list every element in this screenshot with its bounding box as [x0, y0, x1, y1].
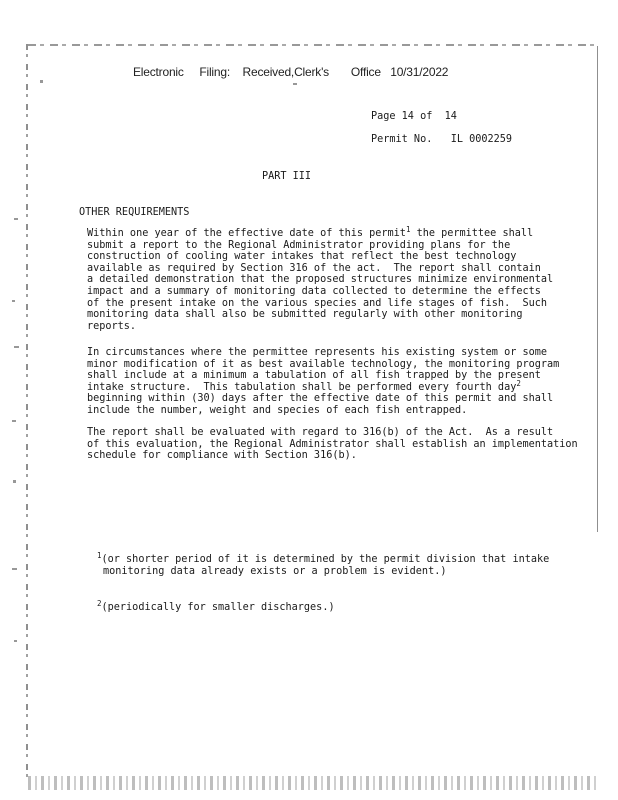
text-line: available as required by Section 316 of the act. The report shall contain [87, 262, 541, 274]
footnote-mark-1: 1 [97, 551, 102, 560]
text-line [87, 225, 577, 240]
scan-noise [14, 346, 19, 348]
footnote-2 [97, 599, 335, 614]
text-line: monitoring data already exists or a problem is evident.) [103, 566, 447, 577]
text-line: of this evaluation, the Regional Administrator shall establish an implementation [87, 438, 578, 450]
footnote-ref-1: 1 [405, 225, 411, 234]
text-line: construction of cooling water intakes that reflect the best technology [87, 251, 517, 263]
text-line: a detailed demonstration that the proposed structures minimize environmental [87, 274, 554, 286]
paragraph-intake-report [87, 225, 577, 332]
page-number: Page 14 of 14 [371, 111, 457, 122]
text-span: intake structure. This tabulation shall be performed every fourth day [87, 381, 517, 393]
paragraph-evaluation [87, 427, 577, 462]
text-line [87, 378, 577, 394]
scan-noise [12, 568, 17, 570]
text-line: shall include at a minimum a tabulation of all fish trapped by the present [87, 370, 541, 382]
paragraph-monitoring-program [87, 347, 577, 417]
text-span: Within one year of the effective date of this permit [87, 228, 406, 239]
text-span: (periodically for smaller discharges.) [101, 602, 335, 613]
text-line: beginning within (30) days after the effective date of this permit and shall [87, 393, 554, 405]
part-title: PART III [262, 171, 312, 182]
footnote-1 [97, 551, 550, 578]
text-span: (or shorter period of it is determined by the permit division that intake [101, 554, 550, 565]
text-line: The report shall be evaluated with regard to 316(b) of the Act. As a result [87, 427, 554, 438]
scan-noise [12, 300, 15, 302]
scan-noise [40, 80, 43, 83]
footnote-mark-2: 2 [97, 599, 102, 608]
text-line: minor modification of it as best available technology, the monitoring program [87, 358, 560, 370]
scan-edge-bottom [28, 776, 598, 790]
text-line: include the number, weight and species of each fish entrapped. [87, 404, 468, 416]
text-line [97, 551, 550, 566]
scan-noise [14, 218, 18, 220]
electronic-filing-stamp: Electronic Filing: Received,Clerk's Office 10/31/2022 [133, 65, 449, 79]
text-line: of the present intake on the various species and life stages of fish. Such [87, 297, 548, 309]
scan-edge-left [26, 44, 28, 784]
text-line: monitoring data shall also be submitted regularly with other monitoring [87, 309, 523, 321]
text-line: schedule for compliance with Section 316(b). [87, 450, 357, 462]
scan-noise [12, 420, 16, 422]
scan-noise [293, 83, 297, 85]
permit-number: Permit No. IL 0002259 [371, 134, 513, 145]
scan-noise [13, 480, 16, 483]
text-line: In circumstances where the permittee represents his existing system or some [87, 347, 548, 358]
text-line [97, 599, 335, 614]
text-span: the permittee shall [410, 228, 534, 239]
scan-edge-right [597, 46, 598, 532]
scan-noise [14, 640, 17, 642]
section-heading: OTHER REQUIREMENTS [79, 207, 190, 218]
footnote-ref-2: 2 [516, 378, 521, 388]
text-line: submit a report to the Regional Administrator providing plans for the [87, 239, 511, 251]
scan-edge-top [28, 44, 598, 46]
text-line: reports. [87, 320, 137, 332]
text-line: impact and a summary of monitoring data collected to determine the effects [87, 285, 541, 297]
